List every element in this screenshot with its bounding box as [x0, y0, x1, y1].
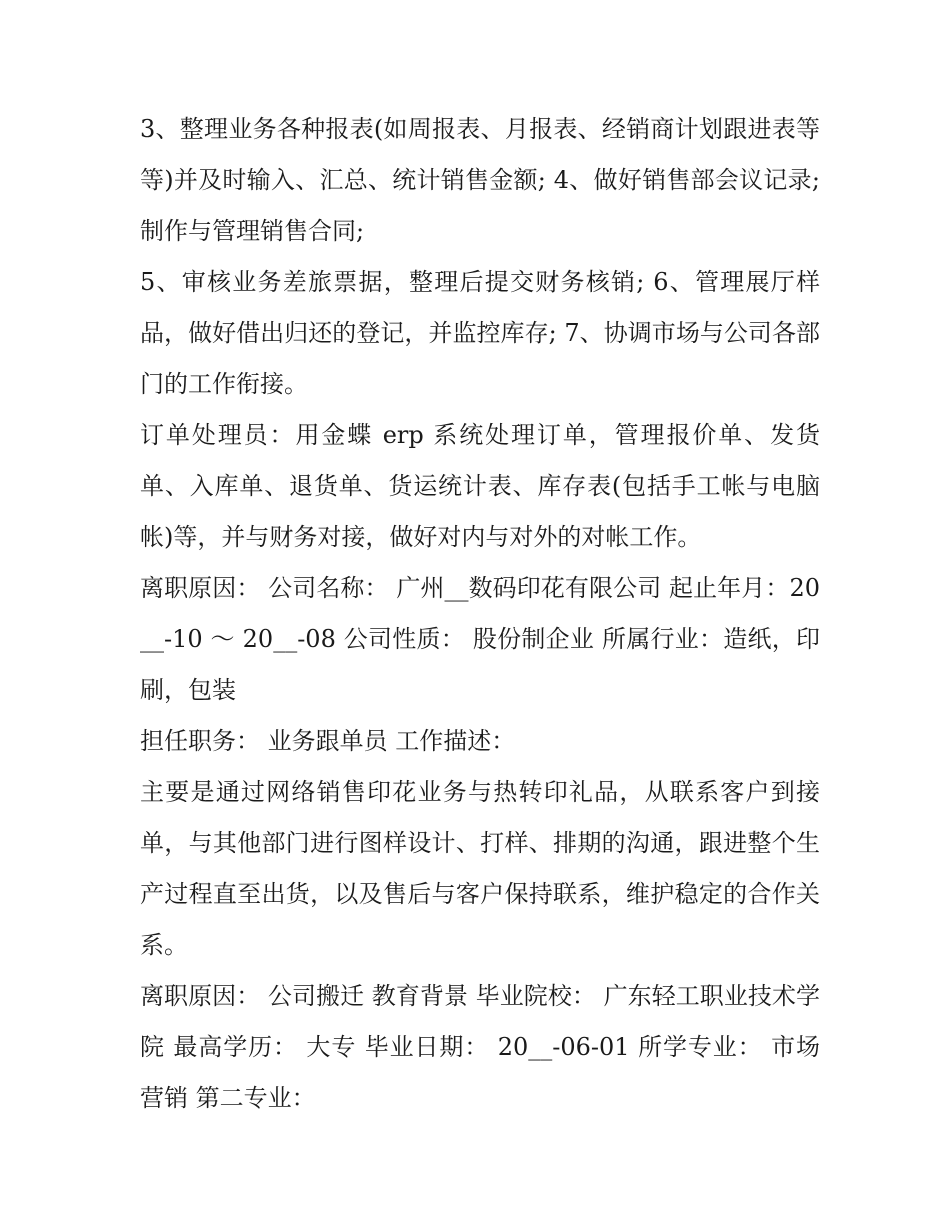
paragraph-job-description: 主要是通过网络销售印花业务与热转印礼品，从联系客户到接单，与其他部门进行图样设计、打样、排期的沟通，跟进整个生产过程直至出货，以及售后与客户保持联系，维护稳定的合作关系。	[140, 778, 820, 959]
document-body	[140, 104, 820, 1124]
paragraph-order-processor: 订单处理员：用金蝶 erp 系统处理订单，管理报价单、发货单、入库单、退货单、货运统计表、库存表(包括手工帐与电脑帐)等，并与财务对接，做好对内与对外的对帐工作。	[140, 421, 820, 551]
paragraph-duties-travel: 5、审核业务差旅票据，整理后提交财务核销; 6、管理展厅样品，做好借出归还的登记，并监控库存; 7、协调市场与公司各部门的工作衔接。	[140, 268, 820, 398]
paragraph-education: 离职原因： 公司搬迁 教育背景 毕业院校： 广东轻工职业技术学院 最高学历： 大专 毕业日期： 20__-06-01 所学专业： 市场营销 第二专业：	[140, 982, 820, 1112]
paragraph-position: 担任职务： 业务跟单员 工作描述：	[140, 727, 516, 755]
paragraph-company-info: 离职原因： 公司名称： 广州__数码印花有限公司 起止年月：20__-10 ～ 20__-08 公司性质： 股份制企业 所属行业：造纸，印刷，包装	[140, 574, 820, 704]
paragraph-duties-reports: 3、整理业务各种报表(如周报表、月报表、经销商计划跟进表等等)并及时输入、汇总、统计销售金额; 4、做好销售部会议记录;制作与管理销售合同;	[140, 115, 820, 245]
